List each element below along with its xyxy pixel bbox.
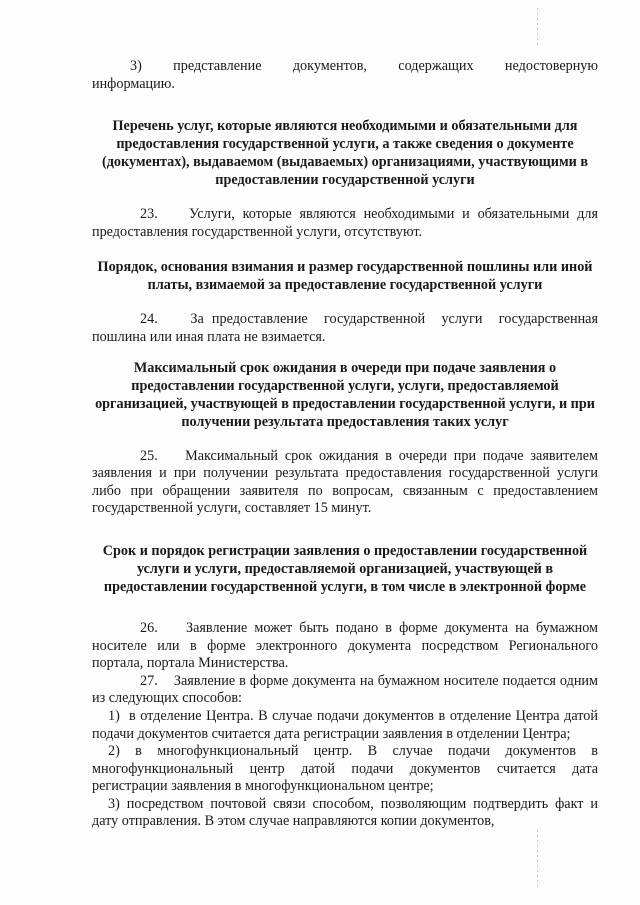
spacer — [92, 347, 598, 359]
document-body — [92, 58, 598, 831]
spacer — [92, 431, 598, 448]
spacer — [92, 241, 598, 258]
spacer — [92, 93, 598, 117]
scan-edge-mark — [537, 8, 538, 48]
scan-edge-mark — [537, 830, 538, 890]
spacer — [92, 189, 598, 206]
body-paragraph: 26. Заявление может быть подано в форме документа на бумажном носителе или в форме электронного документа посредством Регионального портала, портала Министерства. — [92, 619, 598, 672]
spacer — [92, 294, 598, 311]
body-paragraph: 23. Услуги, которые являются необходимыми и обязательными для предоставления государственной услуги, отсутствуют. — [92, 206, 598, 240]
list-item-paragraph: 2) в многофункциональный центр. В случае подачи документов в многофункциональный центр датой подачи документов считается дата регистрации заявления в многофункциональном центре; — [92, 743, 598, 795]
body-paragraph: 25. Максимальный срок ожидания в очереди при подаче заявителем заявления и при получении результата предоставления государственной услуги либо при обращении заявителя по вопросам, связанным с предоставлением государственной услуги, составляет 15 минут. — [92, 447, 598, 517]
spacer — [92, 518, 598, 542]
section-heading: Максимальный срок ожидания в очереди при подаче заявления о предоставлении государственной услуги, услуги, предоставляемой организацией, участвующей в предоставлении государственной услуги, и при получении результата предоставления таких услуг — [95, 359, 595, 430]
section-heading: Перечень услуг, которые являются необходимыми и обязательными для предоставления государственной услуги, а также сведения о документе (документах), выдаваемом (выдаваемых) организациями, участвующими в предоставлении государственной услуги — [101, 118, 588, 189]
list-item-paragraph: 3) посредством почтовой связи способом, позволяющим подтвердить факт и дату отправления. В этом случае направляются копии документов, — [92, 795, 598, 830]
section-heading: Срок и порядок регистрации заявления о предоставлении государственной услуги и услуги, предоставляемой организацией, участвующей в предоставлении государственной услуги, в том числе в электронной форме — [102, 542, 588, 595]
list-item-paragraph: 1) в отделение Центра. В случае подачи документов в отделение Центра датой подачи документов считается дата регистрации заявления в отделении Центра; — [92, 707, 598, 742]
body-paragraph: 3) представление документов, содержащих недостоверную информацию. — [92, 58, 598, 92]
body-paragraph: 27. Заявление в форме документа на бумажном носителе подается одним из следующих способов: — [92, 672, 598, 707]
spacer — [92, 596, 598, 620]
body-paragraph: 24. За предоставление государственной услуги государственная пошлина или иная плата не взимается. — [92, 311, 598, 345]
section-heading: Порядок, основания взимания и размер государственной пошлины или иной платы, взимаемой за предоставление государственной услуги — [97, 259, 593, 294]
